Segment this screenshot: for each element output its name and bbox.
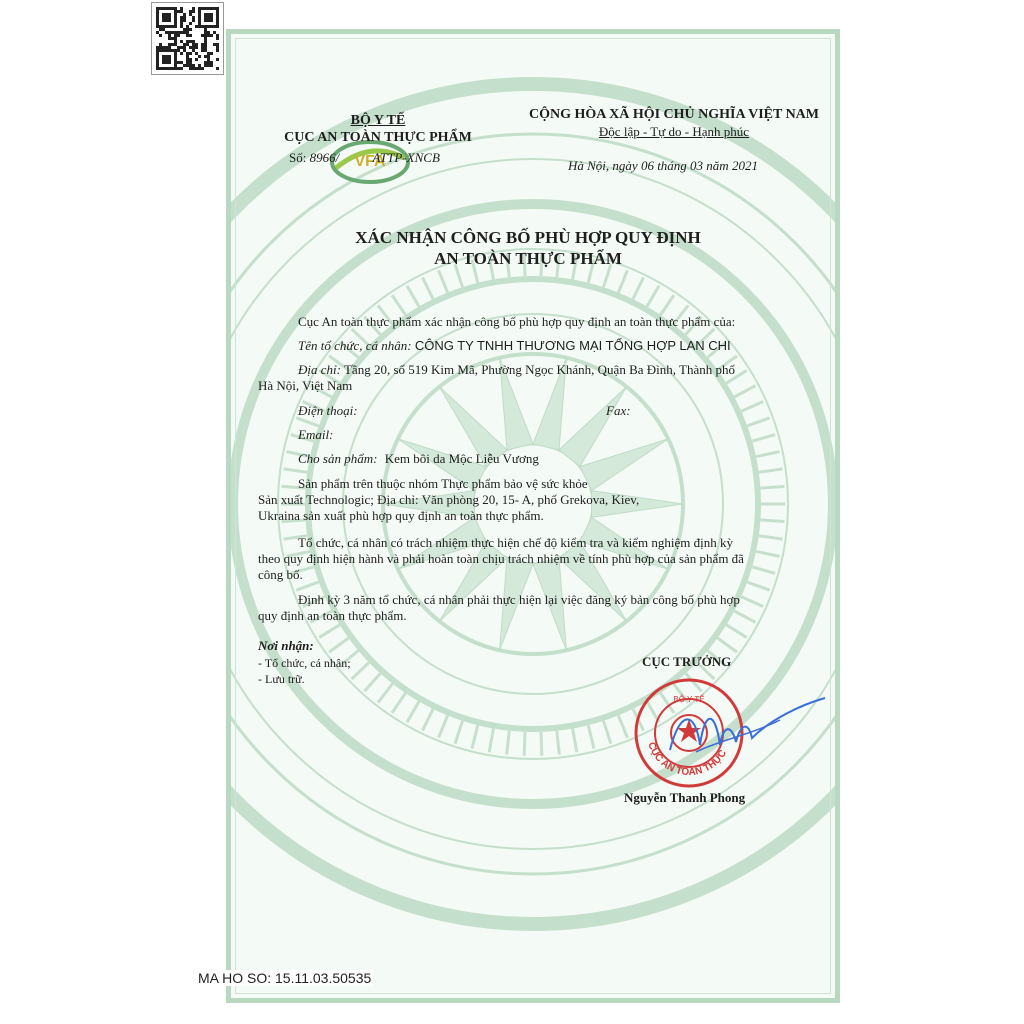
fax-label: Fax: xyxy=(606,403,631,418)
responsibility-line-2: theo quy định hiện hành và phải hoàn toàn chịu trách nhiệm về tính phù hợp của sản phẩm đã xyxy=(258,551,744,566)
issue-date: Hà Nội, ngày 06 tháng 03 năm 2021 xyxy=(568,158,758,173)
issuer-header xyxy=(248,112,508,146)
phone-label: Điện thoại: xyxy=(298,403,358,418)
svg-text:VFA: VFA xyxy=(354,153,386,170)
motto: Độc lập - Tự do - Hạnh phúc xyxy=(598,124,750,139)
responsibility-line-1: Tổ chức, cá nhân có trách nhiệm thực hiện chế độ kiểm tra và kiểm nghiệm định kỳ xyxy=(298,535,734,550)
svg-text:BỘ Y TẾ: BỘ Y TẾ xyxy=(673,695,705,704)
republic-header xyxy=(518,106,830,140)
ministry-name: BỘ Y TẾ xyxy=(350,113,406,128)
document-number: Số: 8966/ ATTP-XNCB xyxy=(289,150,440,165)
group-line-1: Sản phẩm trên thuộc nhóm Thực phẩm bảo vệ sức khỏe xyxy=(298,476,588,491)
recipient-item: - Lưu trữ. xyxy=(258,672,305,686)
republic-name: CỘNG HÒA XÃ HỘI CHỦ NGHĨA VIỆT NAM xyxy=(528,107,819,122)
period-line-2: quy định an toàn thực phẩm. xyxy=(258,608,407,623)
department-name: CỤC AN TOÀN THỰC PHẨM xyxy=(284,130,472,145)
svg-text:CỤC AN TOÀN THỰC: CỤC AN TOÀN THỰC xyxy=(645,740,729,779)
title-line-1: XÁC NHẬN CÔNG BỐ PHÙ HỢP QUY ĐỊNH xyxy=(355,228,701,247)
signatory-title: CỤC TRƯỞNG xyxy=(642,654,732,669)
recipients-label: Nơi nhận: xyxy=(258,638,314,653)
group-line-3: Ukraina sản xuất phù hợp quy định an toàn thực phẩm. xyxy=(258,508,544,523)
handwritten-signature xyxy=(660,690,830,770)
title-line-2: AN TOÀN THỰC PHẨM xyxy=(434,249,622,268)
email-label: Email: xyxy=(298,427,334,442)
period-line-1: Định kỳ 3 năm tổ chức, cá nhân phải thực hiện lại việc đăng ký bản công bố phù hợp xyxy=(298,592,740,607)
recipient-item: - Tổ chức, cá nhân; xyxy=(258,656,351,670)
signatory-name: Nguyễn Thanh Phong xyxy=(624,790,746,805)
responsibility-line-3: công bố. xyxy=(258,567,303,582)
product-line: Cho sản phẩm: Kem bôi da Mộc Liễu Vương xyxy=(298,451,539,466)
record-code: MA HO SO: 15.11.03.50535 xyxy=(198,970,372,986)
address-line-1: Địa chỉ: Tầng 20, số 519 Kim Mã, Phường Ngọc Khánh, Quận Ba Đình, Thành phố xyxy=(298,362,735,377)
qr-code xyxy=(151,2,224,75)
intro-text: Cục An toàn thực phẩm xác nhận công bố phù hợp quy định an toàn thực phẩm của: xyxy=(298,314,736,329)
organization-line: Tên tổ chức, cá nhân: CÔNG TY TNHH THƯƠNG MẠI TỔNG HỢP LAN CHI xyxy=(298,338,731,353)
group-line-2: Sản xuất Technologic; Địa chỉ: Văn phòng 20, 15- A, phố Grekova, Kiev, xyxy=(258,492,640,507)
address-line-2: Hà Nội, Việt Nam xyxy=(258,378,353,393)
